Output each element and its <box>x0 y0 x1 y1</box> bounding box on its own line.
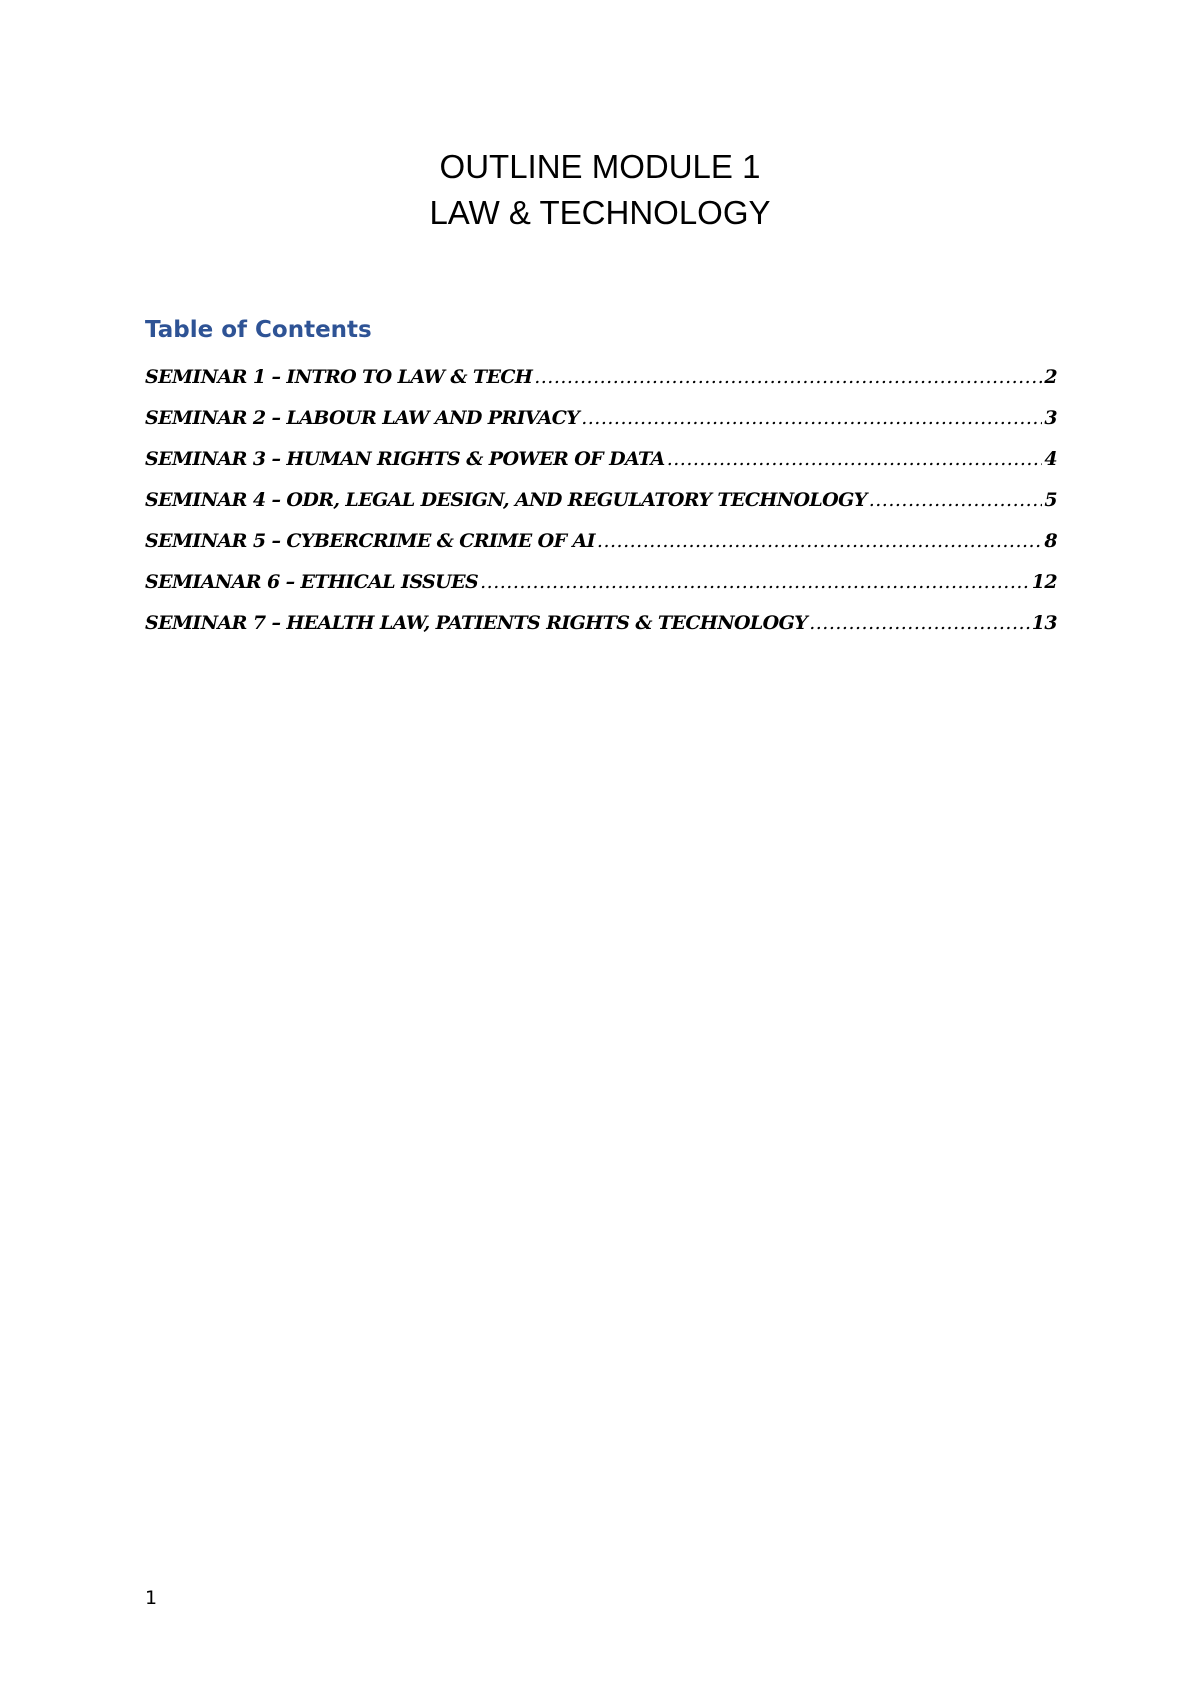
toc-entry-page: 3 <box>1044 407 1057 429</box>
toc-heading: Table of Contents <box>145 317 372 343</box>
toc-entry-label: SEMINAR 3 – HUMAN RIGHTS & POWER OF DATA <box>145 448 665 470</box>
toc-dot-leader <box>869 491 1043 510</box>
toc-entry-page: 5 <box>1044 489 1057 511</box>
toc-entry-label: SEMIANAR 6 – ETHICAL ISSUES <box>145 571 479 593</box>
toc-entry-label: SEMINAR 4 – ODR, LEGAL DESIGN, AND REGULATORY TECHNOLOGY <box>145 489 867 511</box>
toc-entry-label: SEMINAR 5 – CYBERCRIME & CRIME OF AI <box>145 530 595 552</box>
toc-entry-seminar-6[interactable] <box>145 571 1057 612</box>
toc-dot-leader <box>597 532 1042 551</box>
toc-entry-seminar-4[interactable] <box>145 489 1057 530</box>
toc-dot-leader <box>581 409 1042 428</box>
toc-entry-page: 4 <box>1044 448 1057 470</box>
title-line-2: LAW & TECHNOLOGY <box>429 194 771 231</box>
toc-dot-leader <box>667 450 1043 469</box>
toc-entry-page: 13 <box>1031 612 1057 634</box>
toc-dot-leader <box>480 573 1030 592</box>
toc-dot-leader <box>534 368 1042 387</box>
toc-entry-label: SEMINAR 7 – HEALTH LAW, PATIENTS RIGHTS & TECHNOLOGY <box>145 612 808 634</box>
toc-entry-seminar-1[interactable] <box>145 366 1057 407</box>
title-line-1: OUTLINE MODULE 1 <box>439 148 761 185</box>
toc-entry-page: 2 <box>1044 366 1057 388</box>
document-title <box>0 144 1200 236</box>
toc-entry-page: 8 <box>1044 530 1057 552</box>
table-of-contents <box>145 366 1057 653</box>
toc-entry-page: 12 <box>1031 571 1057 593</box>
toc-dot-leader <box>809 614 1030 633</box>
page-number: 1 <box>145 1587 158 1609</box>
toc-entry-seminar-3[interactable] <box>145 448 1057 489</box>
toc-entry-label: SEMINAR 2 – LABOUR LAW AND PRIVACY <box>145 407 580 429</box>
toc-entry-label: SEMINAR 1 – INTRO TO LAW & TECH <box>145 366 533 388</box>
toc-entry-seminar-7[interactable] <box>145 612 1057 653</box>
toc-entry-seminar-2[interactable] <box>145 407 1057 448</box>
toc-entry-seminar-5[interactable] <box>145 530 1057 571</box>
